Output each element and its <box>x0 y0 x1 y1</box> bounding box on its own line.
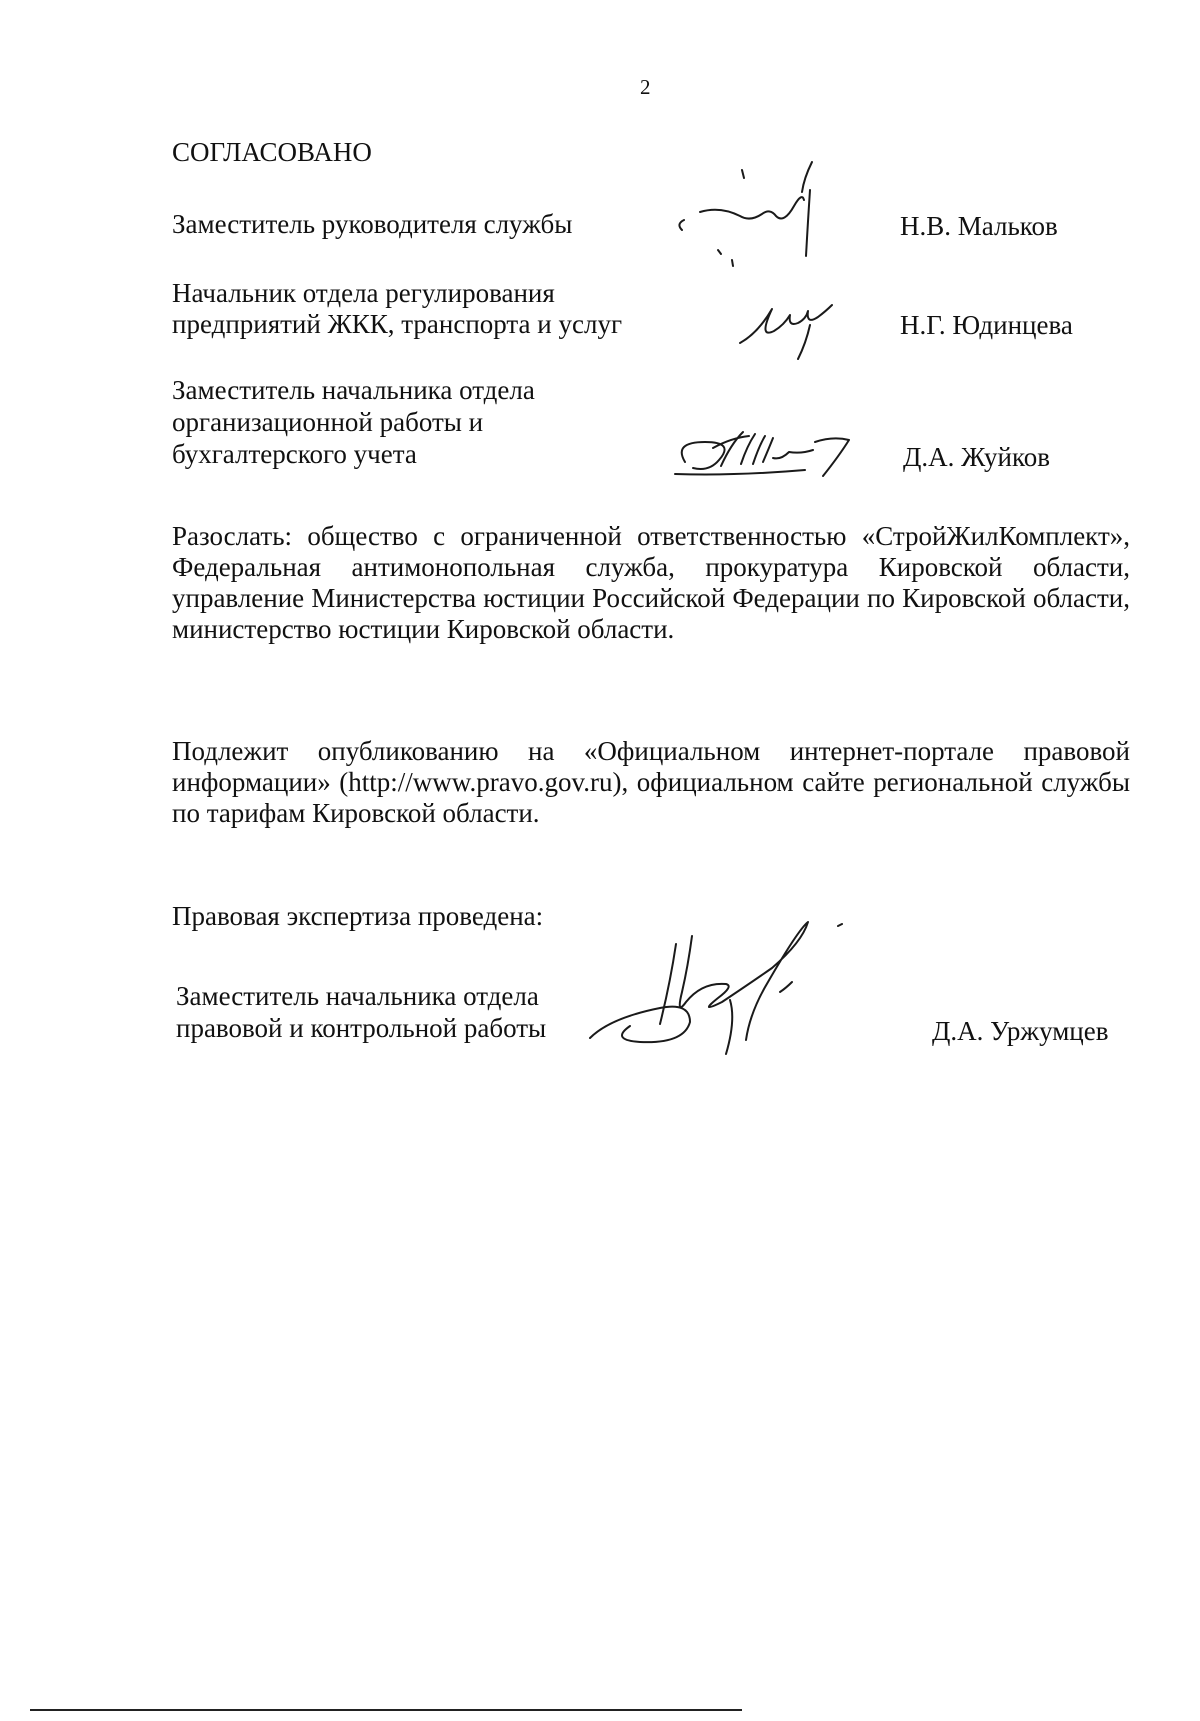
approval-position-3a: Заместитель начальника отдела <box>172 375 535 405</box>
signature-urzhumtsev-icon <box>580 920 900 1070</box>
page-number: 2 <box>640 75 651 99</box>
legal-review-position-a: Заместитель начальника отдела <box>176 981 539 1011</box>
approval-name-1: Н.В. Мальков <box>900 211 1058 241</box>
legal-review-name: Д.А. Уржумцев <box>932 1016 1109 1046</box>
approval-position-2a: Начальник отдела регулирования <box>172 278 555 308</box>
approval-name-3: Д.А. Жуйков <box>903 442 1050 472</box>
signature-zhuykov-icon <box>655 418 885 488</box>
approval-heading: СОГЛАСОВАНО <box>172 137 372 167</box>
legal-review-label: Правовая экспертиза проведена: <box>172 901 544 931</box>
approval-name-2: Н.Г. Юдинцева <box>900 310 1073 340</box>
approval-position-3b: организационной работы и <box>172 407 484 437</box>
legal-review-position-b: правовой и контрольной работы <box>176 1013 547 1043</box>
publication-note: Подлежит опубликованию на «Официальном интернет-портале правовой информации» (http://www.pravo.gov.ru), официальном сайте региональной службы по тарифам Кировской области. <box>172 736 1130 828</box>
signature-yudintseva-icon <box>730 295 850 365</box>
distribution-list: Разослать: общество с ограниченной ответственностью «СтройЖилКомплект», Федеральная антимонопольная служба, прокуратура Кировской области, управление Министерства юстиции Российской Федерации по Кировской области, министерство юстиции Кировской области. <box>172 521 1130 644</box>
approval-position-1: Заместитель руководителя службы <box>172 209 573 239</box>
footer-rule <box>30 1709 742 1711</box>
approval-position-3c: бухгалтерского учета <box>172 439 417 469</box>
signature-malkov-icon <box>650 150 850 280</box>
approval-position-2b: предприятий ЖКК, транспорта и услуг <box>172 309 623 339</box>
